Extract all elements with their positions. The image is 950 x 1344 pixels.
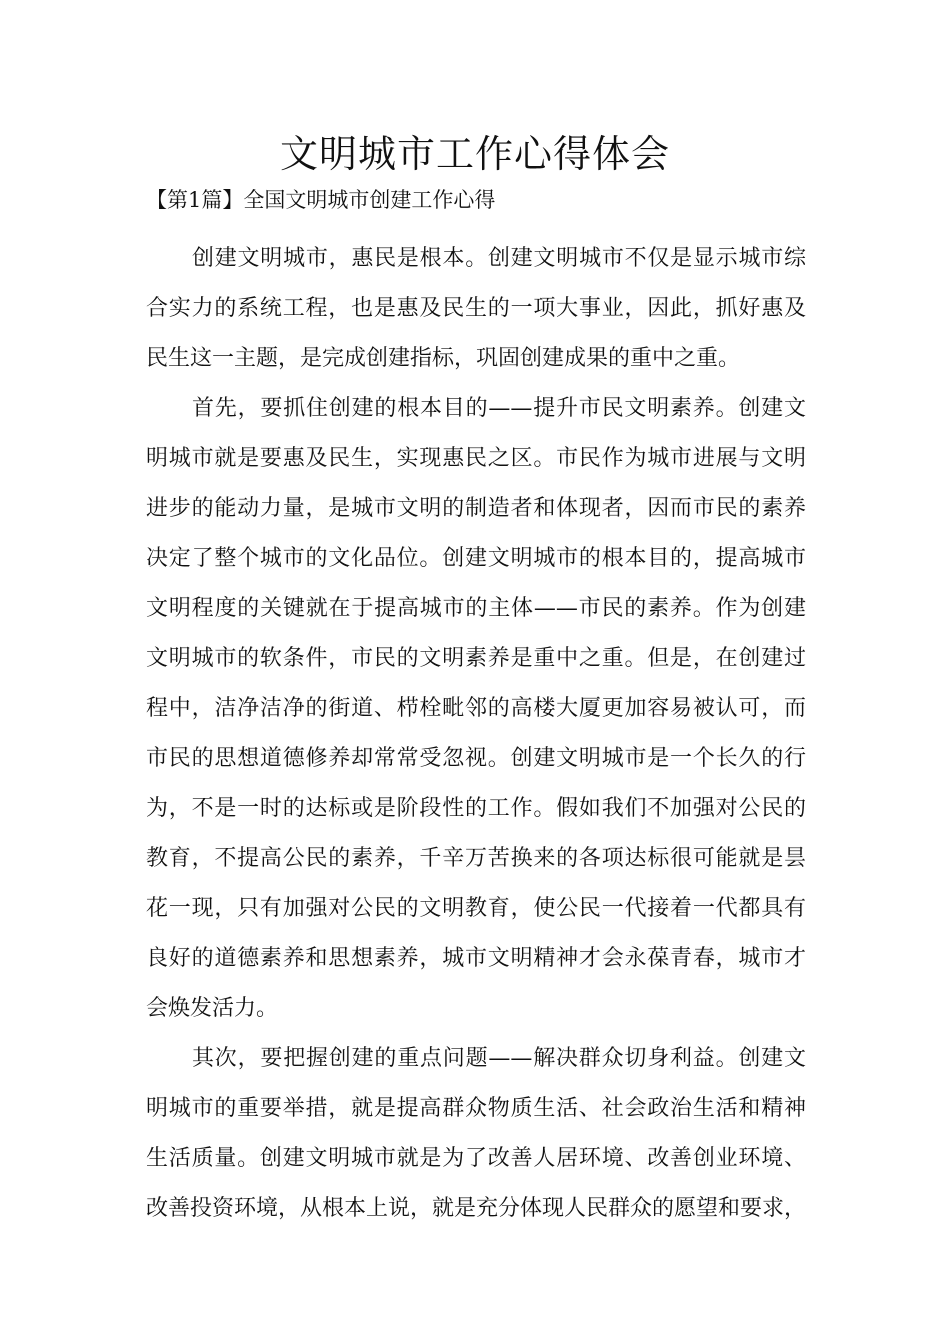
- section-heading: 【第1篇】全国文明城市创建工作心得: [146, 188, 496, 212]
- text-line: 程中，洁净洁净的街道、栉栓毗邻的高楼大厦更加容易被认可，而: [146, 696, 806, 721]
- text-line: 创建文明城市，惠民是根本。创建文明城市不仅是显示城市综: [192, 246, 806, 271]
- text-line: 决定了整个城市的文化品位。创建文明城市的根本目的，提高城市: [146, 546, 806, 571]
- text-line: 文明程度的关键就在于提高城市的主体——市民的素养。作为创建: [146, 596, 806, 621]
- text-line: 改善投资环境，从根本上说，就是充分体现人民群众的愿望和要求，: [146, 1196, 806, 1221]
- text-line: 为，不是一时的达标或是阶段性的工作。假如我们不加强对公民的: [146, 796, 806, 821]
- text-line: 明城市的重要举措，就是提高群众物质生活、社会政治生活和精神: [146, 1096, 806, 1121]
- text-line: 进步的能动力量，是城市文明的制造者和体现者，因而市民的素养: [146, 496, 806, 521]
- paragraph: [146, 234, 806, 384]
- paragraph: [146, 384, 806, 1034]
- text-line: 会焕发活力。: [146, 996, 279, 1021]
- text-line: 教育，不提高公民的素养，千辛万苦换来的各项达标很可能就是昙: [146, 846, 806, 871]
- text-line: 其次，要把握创建的重点问题——解决群众切身利益。创建文: [192, 1046, 806, 1071]
- text-line: 民生这一主题，是完成创建指标，巩固创建成果的重中之重。: [146, 346, 741, 371]
- text-line: 首先，要抓住创建的根本目的——提升市民文明素养。创建文: [192, 396, 806, 421]
- text-line: 市民的思想道德修养却常常受忽视。创建文明城市是一个长久的行: [146, 746, 806, 771]
- document-body: [146, 234, 806, 1234]
- text-line: 生活质量。创建文明城市就是为了改善人居环境、改善创业环境、: [146, 1146, 806, 1171]
- document-title: 文明城市工作心得体会: [279, 132, 670, 176]
- paragraph: [146, 1034, 806, 1234]
- text-line: 良好的道德素养和思想素养，城市文明精神才会永葆青春，城市才: [146, 946, 806, 971]
- text-line: 合实力的系统工程，也是惠及民生的一项大事业，因此，抓好惠及: [146, 296, 806, 321]
- text-line: 文明城市的软条件，市民的文明素养是重中之重。但是，在创建过: [146, 646, 806, 671]
- text-line: 花一现，只有加强对公民的文明教育，使公民一代接着一代都具有: [146, 896, 806, 921]
- text-line: 明城市就是要惠及民生，实现惠民之区。市民作为城市进展与文明: [146, 446, 806, 471]
